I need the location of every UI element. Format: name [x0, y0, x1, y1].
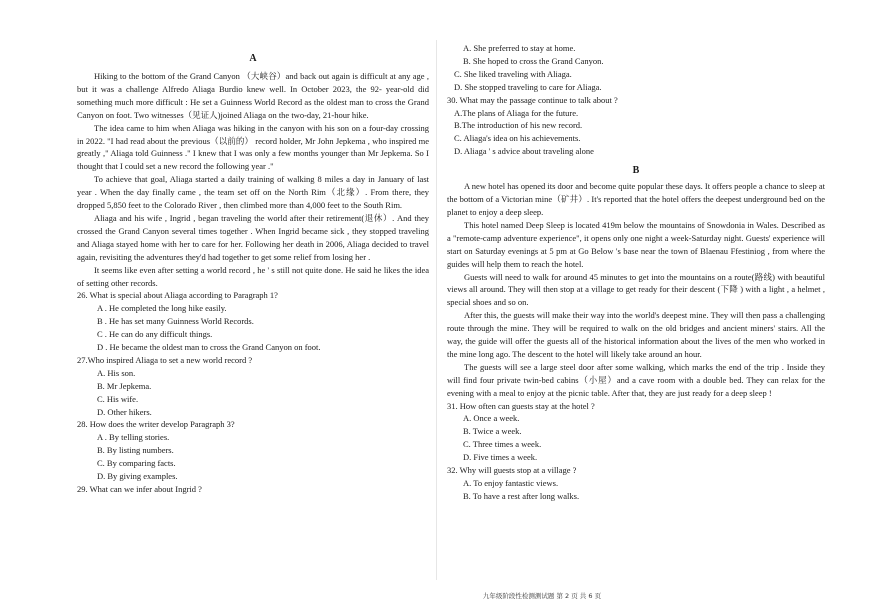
question-31 [447, 400, 825, 465]
question-stem: 29. What can we infer about Ingrid ? [77, 484, 202, 494]
answer-option: C . He can do any difficult things. [97, 329, 213, 340]
question-stem: 32. Why will guests stop at a village ? [447, 465, 577, 476]
answer-option: D. Five times a week. [463, 452, 538, 463]
question-stem: 27.Who inspired Aliaga to set a new world record ? [77, 354, 253, 365]
answer-option: D. Aliaga ' s advice about traveling alone [454, 146, 594, 157]
answer-option: D. She stopped traveling to care for Aliaga. [454, 81, 602, 92]
question-stem: 28. How does the writer develop Paragraph 3? [77, 419, 235, 430]
answer-option: A . He completed the long hike easily. [97, 303, 227, 314]
answer-option: B. Twice a week. [463, 426, 522, 437]
passage-a-paragraph: Aliaga and his wife , Ingrid , began traveling the world after their retirement(退休）. And they crossed the Grand Canyon several times together . When Ingrid became sick , they stopped traveling and Aliaga stayed home with her to care for her. Following her death in 2006, Aliaga decided to travel again, revisiting the adventures they'd had together to get some relief from losing her . [77, 212, 429, 262]
passage-a-paragraph: Hiking to the bottom of the Grand Canyon （大峡谷）and back out again is difficult at any age , but it was a challenge Alfredo Aliaga Burdio knew well. In October 2023, the 92- year-old did something much more difficult : He set a Guinness World Record as the oldest man to cross the Grand Canyon on foot. Two witnesses（见证人)joined Aliaga on the two-day, 21-hour hike. [77, 71, 429, 120]
question-stem: 31. How often can guests stay at the hotel ? [447, 400, 595, 411]
column-divider [436, 40, 437, 580]
answer-option: A. To enjoy fantastic views. [463, 478, 559, 488]
answer-option: C. Aliaga's idea on his achievements. [454, 133, 581, 144]
answer-option: A. She preferred to stay at home. [463, 43, 576, 53]
passage-a-paragraph: It seems like even after setting a world record , he ' s still not quite done. He said he likes the idea of setting other records. [77, 264, 429, 288]
answer-option: C. Three times a week. [463, 439, 542, 450]
question-32 [447, 464, 825, 503]
question-stem: 30. What may the passage continue to talk about ? [447, 94, 618, 105]
passage-b-paragraph: Guests will need to walk for around 45 minutes to get into the mountains on a route(路线) with beautiful views all around. They will then stop at a village to get ready for their descent (下降 ) with a light , a helmet , special shoes and so on. [447, 271, 825, 308]
answer-option: B . He has set many Guinness World Records. [97, 316, 254, 327]
question-30 [447, 94, 825, 159]
passage-a-paragraph: The idea came to him when Aliaga was hiking in the canyon with his son on a four-day crossing in 2022. "I had read about the previous（以前的） record holder, Mr John Jepkema , who inspired me greatly ," Aliaga told Guinness ." I knew that I was only a few months younger than Mr Jepkema. So I thought that I could set a new record the following year ." [77, 122, 429, 172]
answer-option: C. His wife. [97, 393, 139, 404]
answer-option: B. Mr Jepkema. [97, 380, 152, 391]
answer-option: D . He became the oldest man to cross the Grand Canyon on foot. [97, 342, 321, 353]
left-column [77, 0, 429, 496]
answer-option: D. Other hikers. [97, 406, 152, 417]
answer-option: A. His son. [97, 367, 136, 378]
answer-option: B. By listing numbers. [97, 445, 174, 456]
question-29 [77, 483, 429, 496]
answer-option: A . By telling stories. [97, 432, 170, 443]
answer-option: D. By giving examples. [97, 471, 178, 482]
page-footer: 九年级阶段性检测测试题 第 2 页 共 6 页 [482, 592, 602, 600]
answer-option: A.The plans of Aliaga for the future. [454, 107, 579, 118]
answer-option: B. She hoped to cross the Grand Canyon. [463, 55, 604, 66]
passage-a-heading: A [249, 53, 257, 64]
answer-option: C. By comparing facts. [97, 458, 176, 469]
question-26 [77, 289, 429, 354]
answer-option: A. Once a week. [463, 413, 520, 424]
passage-a-paragraph: To achieve that goal, Aliaga started a daily training of walking 8 miles a day in January of last year . When the day finally came , the team set off on the North Rim（北缘）. From there, they dropped 5,850 feet to the Colorado River , then climbed more than 4,000 feet to the South Rim. [77, 174, 429, 211]
passage-b-paragraph: This hotel named Deep Sleep is located 419m below the mountains of Snowdonia in Wales. Described as a "remote-camp adventure experience", it opens only one night a week-Saturday night. Guests' experience will start on Saturday evenings at 5 pm at Go Below 's base near the town of Blaenau Ffestiniog , from where the guides will help them to reach the hotel. [447, 219, 825, 269]
answer-option: B.The introduction of his new record. [454, 120, 583, 131]
answer-option: B. To have a rest after long walks. [463, 490, 580, 501]
answer-option: C. She liked traveling with Aliaga. [454, 68, 572, 79]
right-column [447, 0, 825, 503]
question-27 [77, 354, 429, 419]
question-stem: 26. What is special about Aliaga according to Paragraph 1? [77, 290, 278, 301]
passage-b-heading: B [632, 165, 640, 177]
passage-b-paragraph: The guests will see a large steel door after some walking, which marks the end of the trip . Inside they will find four private twin-bed cabins（小屋）and a cave room with a double bed. They can relax for the evening with a meal to enjoy at the picnic table. After that, they are just ready for a deep sleep ! [447, 361, 825, 398]
top-spacer [447, 0, 825, 42]
passage-b-paragraph: A new hotel has opened its door and become quite popular these days. It offers people a chance to sleep at the bottom of a Victorian mine（矿井）. It's reported that the hotel offers the deepest underground bed on the planet to enjoy a deep sleep. [447, 181, 825, 217]
passage-b-paragraph: After this, the guests will make their way into the world's deepest mine. They will then pass a challenging route through the mine. They will be required to walk on the old bridges and ancient miners' stairs. All the way, the guide will offer the guests all of the historical information about the lives of the men who worked in the mine long ago. The descent to the hotel will likely take around an hour. [447, 310, 825, 359]
question-28 [77, 418, 429, 483]
